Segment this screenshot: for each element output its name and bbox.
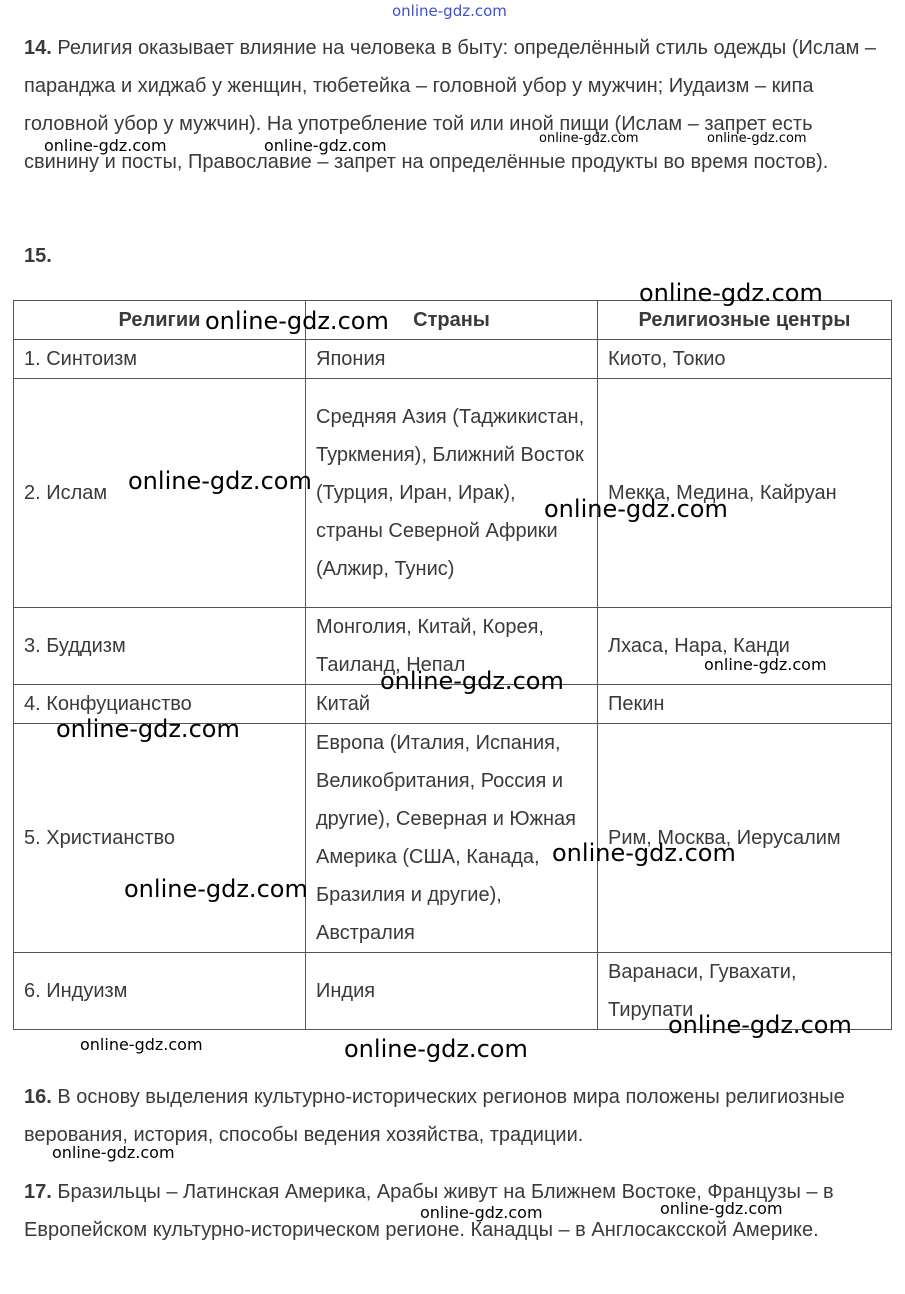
watermark: online-gdz.com — [380, 667, 564, 695]
header-centers: Религиозные центры — [598, 301, 892, 340]
centers-cell: Лхаса, Нара, Канди — [598, 608, 892, 685]
watermark: online-gdz.com — [660, 1199, 783, 1218]
countries-cell: Китай — [306, 685, 598, 724]
countries-cell: Индия — [306, 953, 598, 1030]
table-row — [14, 340, 892, 379]
header-countries: Страны — [306, 301, 598, 340]
answer-14 — [24, 29, 886, 181]
watermark: online-gdz.com — [264, 136, 387, 155]
watermark: online-gdz.com — [539, 131, 639, 146]
watermark: online-gdz.com — [80, 1035, 203, 1054]
centers-cell: Пекин — [598, 685, 892, 724]
watermark: online-gdz.com — [344, 1035, 528, 1063]
religion-cell: 4. Конфуцианство — [14, 685, 306, 724]
answer-14-text: Религия оказывает влияние на человека в быту: определённый стиль одежды (Ислам – паранджа и хиджаб у женщин, тюбетейка – головной убор у мужчин; Иудаизм – кипа головной убор у мужчин). На употребление той или иной пищи (Ислам – запрет есть свинину и посты, Православие – запрет на определённые продукты во время постов). — [24, 37, 877, 173]
watermark: online-gdz.com — [707, 131, 807, 146]
religion-cell: 3. Буддизм — [14, 608, 306, 685]
watermark: online-gdz.com — [205, 307, 389, 335]
answer-15-number: 15. — [24, 245, 52, 267]
centers-cell: Киото, Токио — [598, 340, 892, 379]
watermark: online-gdz.com — [420, 1203, 543, 1222]
watermark: online-gdz.com — [392, 2, 507, 20]
answer-16-number: 16. — [24, 1086, 52, 1108]
countries-cell: Япония — [306, 340, 598, 379]
answer-17-text: Бразильцы – Латинская Америка, Арабы живут на Ближнем Востоке, Французы – в Европейском культурно-историческом регионе. Канадцы – в Англосаксской Америке. — [24, 1181, 834, 1241]
answer-14-number: 14. — [24, 37, 52, 59]
watermark: online-gdz.com — [704, 655, 827, 674]
religion-cell: 6. Индуизм — [14, 953, 306, 1030]
religion-cell: 5. Христианство — [14, 724, 306, 953]
centers-cell: Мекка, Медина, Кайруан — [598, 379, 892, 608]
watermark: online-gdz.com — [124, 875, 308, 903]
religion-cell: 1. Синтоизм — [14, 340, 306, 379]
watermark: online-gdz.com — [128, 467, 312, 495]
countries-cell: Европа (Италия, Испания, Великобритания, Россия и другие), Северная и Южная Америка (США, Канада, Бразилия и другие), Австралия — [306, 724, 598, 953]
watermark: online-gdz.com — [552, 839, 736, 867]
centers-cell: Варанаси, Гувахати, Тирупати — [598, 953, 892, 1030]
religion-cell: 2. Ислам — [14, 379, 306, 608]
watermark: online-gdz.com — [544, 495, 728, 523]
countries-cell: Монголия, Китай, Корея, Таиланд, Непал — [306, 608, 598, 685]
watermark: online-gdz.com — [52, 1143, 175, 1162]
watermark: online-gdz.com — [44, 136, 167, 155]
answer-16-text: В основу выделения культурно-исторических регионов мира положены религиозные верования, история, способы ведения хозяйства, традиции. — [24, 1086, 845, 1146]
centers-cell: Рим, Москва, Иерусалим — [598, 724, 892, 953]
watermark: online-gdz.com — [639, 279, 823, 307]
countries-cell: Средняя Азия (Таджикистан, Туркмения), Ближний Восток (Турция, Иран, Ирак), страны Северной Африки (Алжир, Тунис) — [306, 379, 598, 608]
watermark: online-gdz.com — [668, 1011, 852, 1039]
header-religions: Религии — [14, 301, 306, 340]
table-row — [14, 724, 892, 953]
answer-15-heading — [24, 237, 886, 275]
watermark: online-gdz.com — [56, 715, 240, 743]
answer-17-number: 17. — [24, 1181, 52, 1203]
